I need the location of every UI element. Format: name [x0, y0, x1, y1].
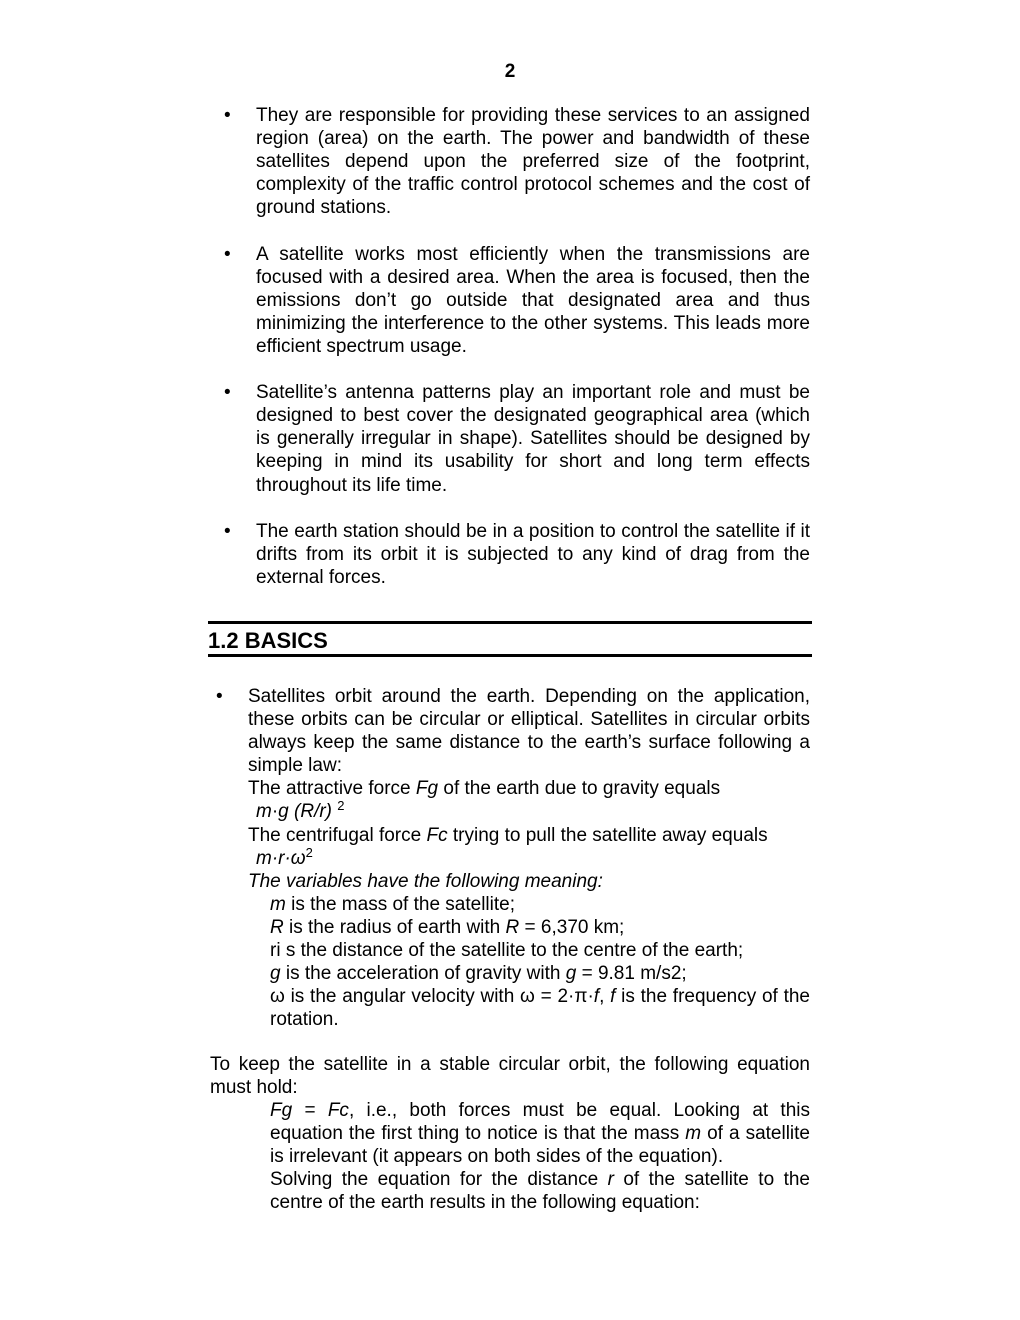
fc-definition: The centrifugal force Fc trying to pull the satellite away equals [248, 824, 768, 846]
bullet-text: A satellite works most efficiently when the transmissions are focused with a desired area. When the area is focused, then the emissions don’t go outside that designated area and thus minimizing the interference to the other systems. This leads more efficient spectrum usage. [256, 243, 810, 357]
variable-r: ri s the distance of the satellite to the centre of the earth; [270, 940, 744, 962]
bullet-text: The earth station should be in a position to control the satellite if it drifts from its orbit it is subjected to any kind of drag from the external forces. [256, 520, 810, 588]
variable-omega: ω is the angular velocity with ω = 2·π·f, f is the frequency of the rotation. [270, 986, 810, 1031]
bullet-icon: • [224, 243, 231, 265]
bullet-icon: • [224, 382, 231, 404]
basics-intro: Satellites orbit around the earth. Depending on the application, these orbits can be circular or elliptical. Satellites in circular orbits always keep the same distance to the earth’s surface following a simple law: [248, 686, 810, 777]
list-item [224, 520, 810, 589]
fg-formula: m·g (R/r) $^2$ [256, 798, 345, 823]
bullet-list [224, 104, 810, 612]
variable-m: m is the mass of the satellite; [270, 893, 515, 915]
bullet-icon: • [224, 520, 231, 542]
section-heading: 1.2 BASICS [208, 621, 812, 657]
list-item [224, 243, 810, 358]
list-item [224, 104, 810, 219]
basics-bullet [216, 685, 810, 1031]
fc-formula: $m\cdot r\cdot\omega^2$ [256, 844, 313, 869]
variables-list [248, 893, 810, 1032]
variable-R: R is the radius of earth with R = 6,370 km; [270, 916, 625, 938]
stable-orbit-paragraph: To keep the satellite in a stable circular orbit, the following equation must hold: [210, 1054, 810, 1099]
bullet-text: They are responsible for providing these services to an assigned region (area) on the earth. The power and bandwidth of these satellites depend upon the preferred size of the footprint, complexity of the traffic control protocol schemes and the cost of ground stations. [256, 105, 810, 219]
basics-block [216, 685, 810, 1031]
list-item [224, 381, 810, 496]
variables-intro: The variables have the following meaning: [248, 870, 603, 892]
variable-g: g is the acceleration of gravity with g = 9.81 m/s2; [270, 963, 687, 985]
solve-text: Solving the equation for the distance r of the satellite to the centre of the earth results in the following equation: [270, 1169, 810, 1214]
fg-definition: The attractive force Fg of the earth due to gravity equals [248, 778, 721, 800]
page-number: 2 [504, 61, 516, 82]
equation-text: Fg = Fc, i.e., both forces must be equal. Looking at this equation the first thing to notice is that the mass m of a satellite is irrelevant (it appears on both sides of the equation). [270, 1100, 810, 1168]
bullet-icon: • [224, 105, 231, 126]
bullet-icon: • [216, 686, 223, 707]
bullet-text: Satellite’s antenna patterns play an important role and must be designed to best cover the designated geographical area (which is generally irregular in shape). Satellites should be designed by keeping in mind its usability for short and long term effects throughout its life time. [256, 382, 810, 496]
equation-explanation [270, 1099, 810, 1214]
